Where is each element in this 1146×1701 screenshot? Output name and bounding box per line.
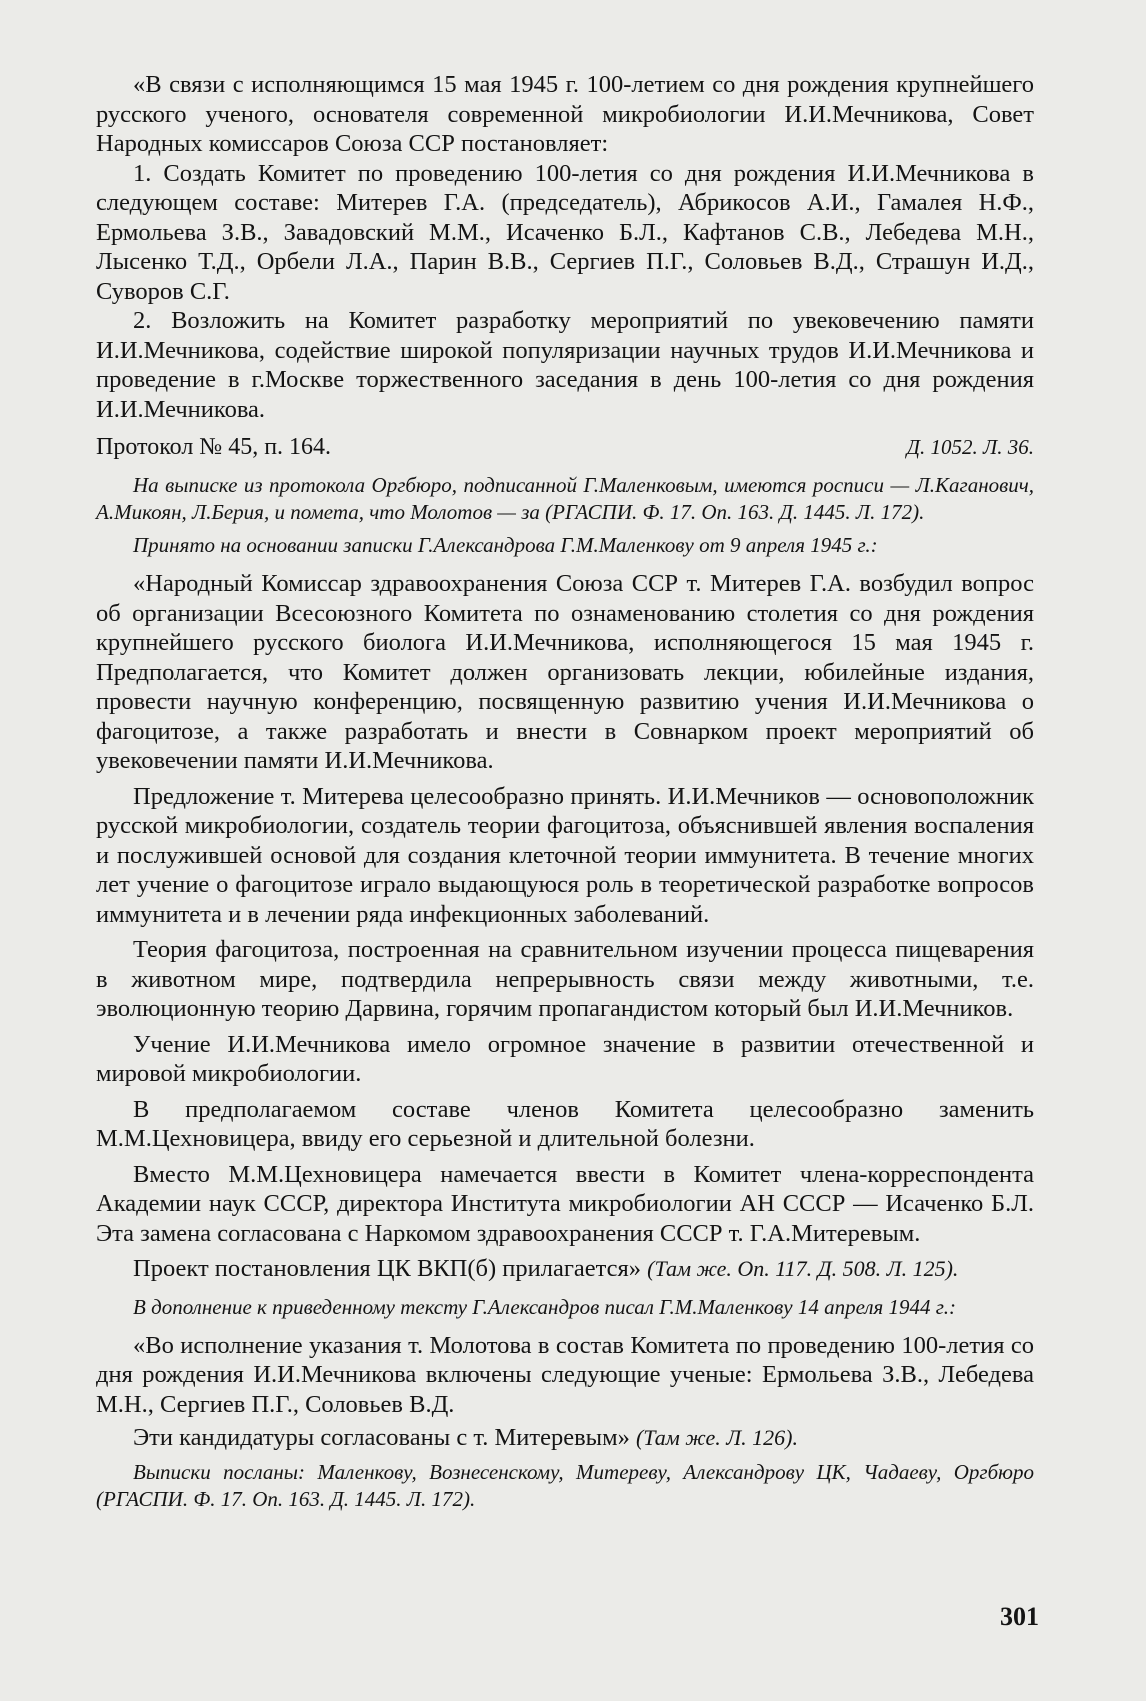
paragraph-letter-5: В предполагаемом составе членов Комитета целесообразно заменить М.М.Цехновицера, ввиду его серьезной и длительной болезни.: [96, 1095, 1034, 1152]
archival-note-1: На выписке из протокола Оргбюро, подписанной Г.Маленковым, имеются росписи — Л.Каганович, А.Микоян, Л.Берия, и помета, что Молотов — за (РГАСПИ. Ф. 17. Оп. 163. Д. 1445. Л. 172).: [96, 473, 1034, 524]
paragraph-addendum-2-ref: (Там же. Л. 126).: [635, 1425, 798, 1450]
archival-note-2: Принято на основании записки Г.Александрова Г.М.Маленкову от 9 апреля 1945 г.:: [133, 533, 878, 557]
page-number: 301: [1000, 1602, 1039, 1631]
paragraph-addendum-2-text: Эти кандидатуры согласованы с т. Митеревым»: [133, 1424, 630, 1451]
paragraph-letter-6: Вместо М.М.Цехновицера намечается ввести в Комитет члена-корреспондента Академии наук СССР, директора Института микробиологии АН СССР — Исаченко Б.Л. Эта замена согласована с Наркомом здравоохранения СССР т. Г.А.Митеревым.: [96, 1160, 1034, 1247]
paragraph-addendum-1: «Во исполнение указания т. Молотова в состав Комитета по проведению 100-летия со дня рождения И.И.Мечникова включены следующие ученые: Ермольева З.В., Лебедева М.Н., Сергиев П.Г., Соловьев В.Д.: [96, 1331, 1034, 1418]
paragraph-letter-7: [96, 1254, 1034, 1284]
archival-note-3: В дополнение к приведенному тексту Г.Александров писал Г.М.Маленкову 14 апреля 1944 г.:: [133, 1294, 956, 1319]
protocol-reference: Д. 1052. Л. 36.: [906, 435, 1034, 459]
paragraph-addendum-2: [96, 1423, 1034, 1453]
paragraph-letter-7-text: Проект постановления ЦК ВКП(б) прилагается»: [133, 1255, 642, 1282]
paragraph-item-2: 2. Возложить на Комитет разработку мероприятий по увековечению памяти И.И.Мечникова, содействие широкой популяризации научных трудов И.И.Мечникова и проведение в г.Москве торжественного заседания в день 100-летия со дня рождения И.И.Мечникова.: [96, 307, 1034, 423]
paragraph-letter-3: Теория фагоцитоза, построенная на сравнительном изучении процесса пищеварения в животном мире, подтвердила непрерывность связи между животными, т.е. эволюционную теорию Дарвина, горячим пропагандистом который был И.И.Мечников.: [96, 936, 1034, 1022]
paragraph-item-1: 1. Создать Комитет по проведению 100-летия со дня рождения И.И.Мечникова в следующем составе: Митерев Г.А. (председатель), Абрикосов А.И., Гамалея Н.Ф., Ермольева З.В., Завадовский М.М., Исаченко Б.Л., Кафтанов С.В., Лебедева М.Н., Лысенко Т.Д., Орбели Л.А., Парин В.В., Сергиев П.Г., Соловьев В.Д., Страшун И.Д., Суворов С.Г.: [96, 159, 1034, 305]
protocol-line: [96, 432, 1034, 462]
protocol-number: Протокол № 45, п. 164.: [96, 434, 332, 460]
archival-note-4: Выписки посланы: Маленкову, Вознесенскому, Митереву, Александрову ЦК, Чадаеву, Оргбюро (РГАСПИ. Ф. 17. Оп. 163. Д. 1445. Л. 172).: [96, 1459, 1034, 1511]
paragraph-letter-4: Учение И.И.Мечникова имело огромное значение в развитии отечественной и мировой микробиологии.: [96, 1030, 1034, 1087]
paragraph-intro: «В связи с исполняющимся 15 мая 1945 г. 100-летием со дня рождения крупнейшего русского ученого, основателя современной микробиологии И.И.Мечникова, Совет Народных комиссаров Союза ССР постановляет:: [96, 71, 1034, 157]
paragraph-letter-7-ref: (Там же. Оп. 117. Д. 508. Л. 125).: [647, 1256, 959, 1281]
paragraph-letter-1: «Народный Комиссар здравоохранения Союза ССР т. Митерев Г.А. возбудил вопрос об организации Всесоюзного Комитета по ознаменованию столетия со дня рождения крупнейшего русского биолога И.И.Мечникова, исполняющегося 15 мая 1945 г. Предполагается, что Комитет должен организовать лекции, юбилейные издания, провести научную конференцию, посвященную развитию учения И.И.Мечникова о фагоцитозе, а также разработать и внести в Совнарком проект мероприятий об увековечении памяти И.И.Мечникова.: [96, 570, 1034, 774]
paragraph-letter-2: Предложение т. Митерева целесообразно принять. И.И.Мечников — основоположник русской микробиологии, создатель теории фагоцитоза, объяснившей явления воспаления и послужившей основой для создания клеточной теории иммунитета. В течение многих лет учение о фагоцитозе играло выдающуюся роль в теоретической разработке вопросов иммунитета и в лечении ряда инфекционных заболеваний.: [96, 782, 1034, 928]
